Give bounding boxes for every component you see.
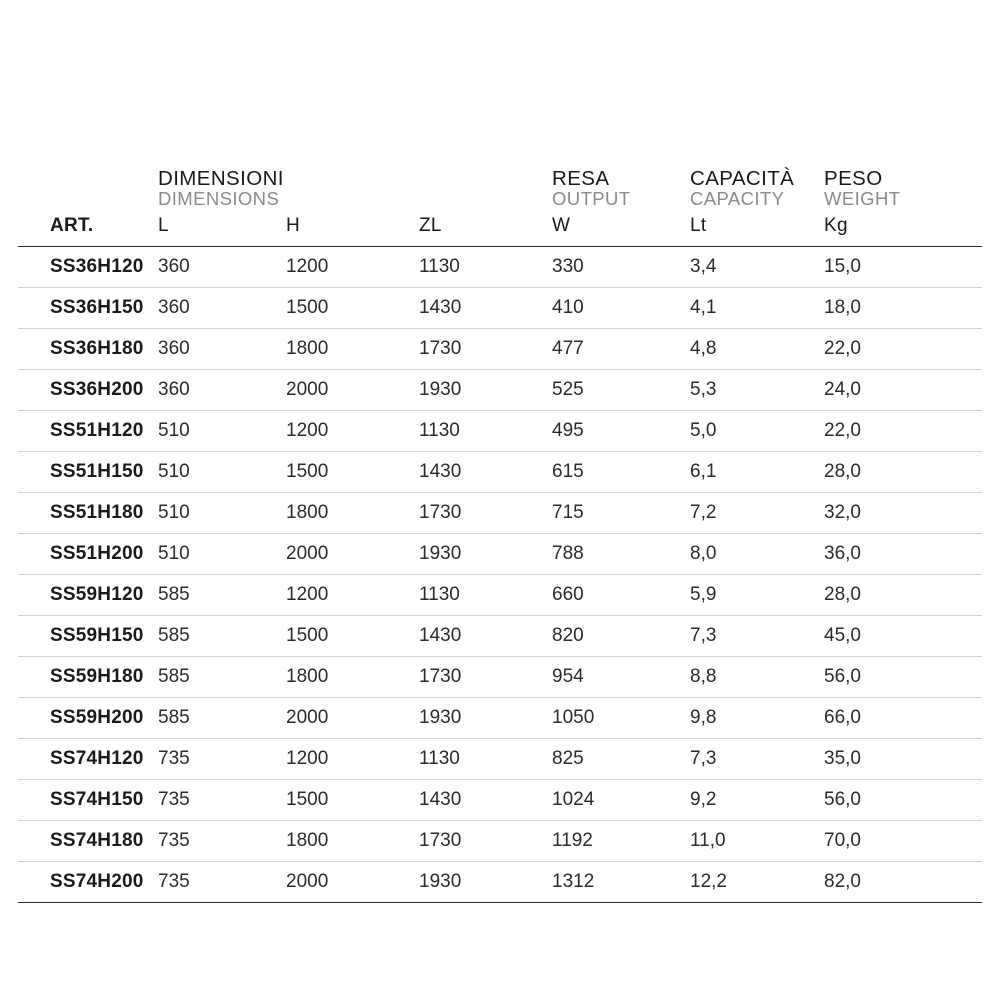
cell-l: 510 [158, 410, 286, 451]
cell-l: 510 [158, 451, 286, 492]
cell-zl: 1730 [419, 328, 552, 369]
cell-zl: 1430 [419, 615, 552, 656]
cell-art: SS36H200 [18, 369, 158, 410]
cell-zl: 1130 [419, 738, 552, 779]
cell-lt: 7,2 [690, 492, 824, 533]
table-row [18, 779, 982, 820]
cell-w: 1312 [552, 861, 690, 902]
cell-l: 360 [158, 369, 286, 410]
table-row [18, 656, 982, 697]
cell-h: 1800 [286, 492, 419, 533]
cell-zl: 1130 [419, 246, 552, 287]
cell-lt: 5,3 [690, 369, 824, 410]
cell-l: 735 [158, 861, 286, 902]
cell-art: SS36H120 [18, 246, 158, 287]
cell-h: 2000 [286, 861, 419, 902]
cell-w: 788 [552, 533, 690, 574]
table-head [18, 168, 982, 246]
cell-zl: 1930 [419, 697, 552, 738]
cell-lt: 11,0 [690, 820, 824, 861]
cell-kg: 66,0 [824, 697, 982, 738]
cell-kg: 28,0 [824, 451, 982, 492]
group-title-en: OUTPUT [552, 188, 631, 210]
group-header-dimensions [158, 168, 552, 213]
column-header-row [18, 213, 982, 247]
cell-w: 715 [552, 492, 690, 533]
cell-h: 1800 [286, 820, 419, 861]
cell-w: 1192 [552, 820, 690, 861]
cell-h: 1500 [286, 779, 419, 820]
cell-lt: 7,3 [690, 738, 824, 779]
cell-zl: 1930 [419, 369, 552, 410]
group-title-it: DIMENSIONI [158, 167, 284, 190]
column-header-art: ART. [18, 213, 158, 247]
group-title-it: CAPACITÀ [690, 167, 795, 190]
cell-lt: 12,2 [690, 861, 824, 902]
cell-lt: 4,8 [690, 328, 824, 369]
cell-kg: 15,0 [824, 246, 982, 287]
column-header-h: H [286, 213, 419, 247]
cell-w: 1050 [552, 697, 690, 738]
cell-kg: 35,0 [824, 738, 982, 779]
cell-lt: 9,2 [690, 779, 824, 820]
cell-lt: 4,1 [690, 287, 824, 328]
cell-art: SS36H150 [18, 287, 158, 328]
cell-l: 735 [158, 820, 286, 861]
cell-l: 585 [158, 574, 286, 615]
cell-kg: 36,0 [824, 533, 982, 574]
cell-art: SS36H180 [18, 328, 158, 369]
cell-kg: 22,0 [824, 410, 982, 451]
group-title-it: PESO [824, 167, 883, 190]
cell-w: 525 [552, 369, 690, 410]
table-row [18, 246, 982, 287]
table-row [18, 287, 982, 328]
cell-l: 360 [158, 287, 286, 328]
table-row [18, 369, 982, 410]
table-body [18, 246, 982, 902]
cell-art: SS74H180 [18, 820, 158, 861]
group-title-en: CAPACITY [690, 188, 785, 210]
cell-kg: 22,0 [824, 328, 982, 369]
cell-h: 2000 [286, 533, 419, 574]
cell-w: 477 [552, 328, 690, 369]
cell-l: 585 [158, 615, 286, 656]
group-header-weight [824, 168, 982, 213]
table-row [18, 574, 982, 615]
table-row [18, 861, 982, 902]
cell-w: 410 [552, 287, 690, 328]
cell-art: SS51H150 [18, 451, 158, 492]
cell-kg: 45,0 [824, 615, 982, 656]
cell-h: 1200 [286, 574, 419, 615]
cell-lt: 3,4 [690, 246, 824, 287]
table-row [18, 328, 982, 369]
table-row [18, 451, 982, 492]
cell-l: 585 [158, 656, 286, 697]
cell-h: 1200 [286, 410, 419, 451]
cell-kg: 70,0 [824, 820, 982, 861]
cell-zl: 1730 [419, 492, 552, 533]
table-row [18, 533, 982, 574]
cell-art: SS59H200 [18, 697, 158, 738]
cell-kg: 18,0 [824, 287, 982, 328]
cell-zl: 1730 [419, 656, 552, 697]
table-row [18, 697, 982, 738]
cell-w: 954 [552, 656, 690, 697]
cell-h: 1200 [286, 246, 419, 287]
group-header-row [18, 168, 982, 213]
specifications-table [18, 168, 982, 903]
cell-l: 735 [158, 738, 286, 779]
column-header-lt: Lt [690, 213, 824, 247]
cell-h: 1500 [286, 615, 419, 656]
table-row [18, 410, 982, 451]
cell-w: 825 [552, 738, 690, 779]
table-row [18, 820, 982, 861]
group-title-it: RESA [552, 167, 610, 190]
cell-lt: 8,8 [690, 656, 824, 697]
column-header-kg: Kg [824, 213, 982, 247]
group-title-en: WEIGHT [824, 188, 901, 210]
cell-art: SS74H120 [18, 738, 158, 779]
cell-h: 1500 [286, 287, 419, 328]
table-row [18, 492, 982, 533]
cell-l: 510 [158, 533, 286, 574]
cell-l: 585 [158, 697, 286, 738]
cell-art: SS74H150 [18, 779, 158, 820]
cell-art: SS51H200 [18, 533, 158, 574]
cell-kg: 82,0 [824, 861, 982, 902]
cell-art: SS59H180 [18, 656, 158, 697]
cell-lt: 8,0 [690, 533, 824, 574]
cell-zl: 1430 [419, 287, 552, 328]
column-header-w: W [552, 213, 690, 247]
cell-art: SS51H120 [18, 410, 158, 451]
cell-art: SS51H180 [18, 492, 158, 533]
cell-zl: 1430 [419, 451, 552, 492]
table-row [18, 615, 982, 656]
cell-h: 1800 [286, 328, 419, 369]
cell-w: 820 [552, 615, 690, 656]
table-row [18, 738, 982, 779]
cell-kg: 28,0 [824, 574, 982, 615]
cell-art: SS59H120 [18, 574, 158, 615]
cell-lt: 9,8 [690, 697, 824, 738]
column-header-l: L [158, 213, 286, 247]
cell-h: 2000 [286, 369, 419, 410]
cell-kg: 32,0 [824, 492, 982, 533]
cell-zl: 1130 [419, 410, 552, 451]
cell-zl: 1730 [419, 820, 552, 861]
group-header-output [552, 168, 690, 213]
cell-lt: 7,3 [690, 615, 824, 656]
cell-lt: 5,0 [690, 410, 824, 451]
cell-zl: 1130 [419, 574, 552, 615]
cell-lt: 5,9 [690, 574, 824, 615]
cell-l: 510 [158, 492, 286, 533]
cell-w: 495 [552, 410, 690, 451]
cell-w: 330 [552, 246, 690, 287]
cell-h: 1800 [286, 656, 419, 697]
column-header-zl: ZL [419, 213, 552, 247]
cell-h: 1200 [286, 738, 419, 779]
cell-zl: 1930 [419, 533, 552, 574]
cell-l: 360 [158, 246, 286, 287]
cell-zl: 1430 [419, 779, 552, 820]
cell-kg: 56,0 [824, 656, 982, 697]
cell-w: 615 [552, 451, 690, 492]
group-header-capacity [690, 168, 824, 213]
cell-zl: 1930 [419, 861, 552, 902]
cell-l: 735 [158, 779, 286, 820]
group-title-en: DIMENSIONS [158, 188, 280, 210]
cell-kg: 56,0 [824, 779, 982, 820]
cell-h: 2000 [286, 697, 419, 738]
cell-w: 1024 [552, 779, 690, 820]
cell-h: 1500 [286, 451, 419, 492]
cell-l: 360 [158, 328, 286, 369]
cell-w: 660 [552, 574, 690, 615]
group-header-empty [18, 168, 158, 213]
cell-lt: 6,1 [690, 451, 824, 492]
cell-art: SS59H150 [18, 615, 158, 656]
cell-kg: 24,0 [824, 369, 982, 410]
cell-art: SS74H200 [18, 861, 158, 902]
